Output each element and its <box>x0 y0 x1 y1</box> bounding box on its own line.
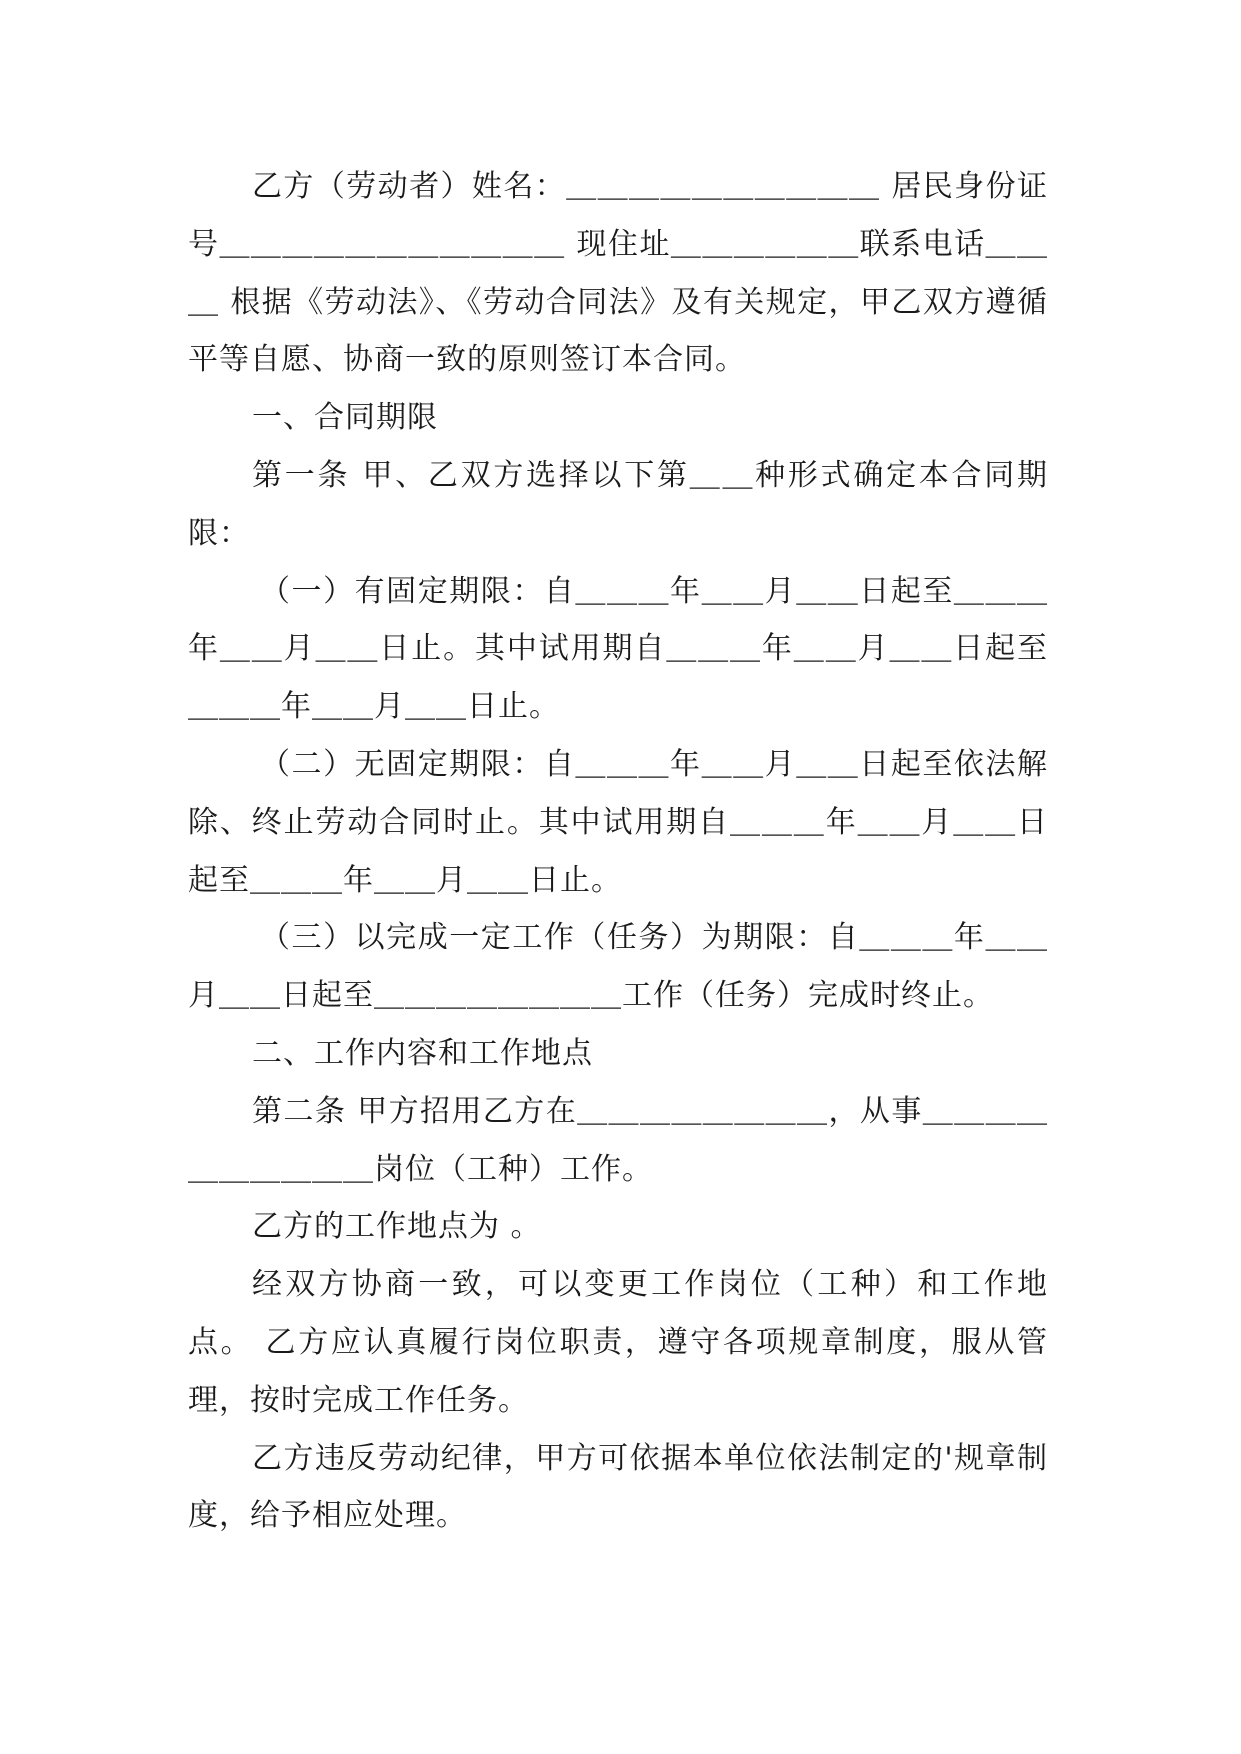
article-2-paragraph: 第二条 甲方招用乙方在＿＿＿＿＿＿＿＿，从事＿＿＿＿＿＿＿＿＿＿岗位（工种）工作。 <box>188 1093 1048 1187</box>
open-ended-term-paragraph: （二）无固定期限：自＿＿＿年＿＿月＿＿日起至依法解除、终止劳动合同时止。其中试用期自＿＿＿年＿＿月＿＿日起至＿＿＿年＿＿月＿＿日止。 <box>188 746 1048 898</box>
position-change-paragraph: 经双方协商一致，可以变更工作岗位（工种）和工作地点。 乙方应认真履行岗位职责，遵守各项规章制度，服从管理，按时完成工作任务。 <box>188 1267 1048 1418</box>
section-heading-work-content: 二、工作内容和工作地点 <box>252 1035 593 1071</box>
section-heading-contract-term: 一、合同期限 <box>252 400 438 436</box>
work-location-paragraph: 乙方的工作地点为 。 <box>252 1209 542 1245</box>
labor-discipline-paragraph: 乙方违反劳动纪律，甲方可依据本单位依法制定的'规章制度，给予相应处理。 <box>188 1440 1048 1534</box>
article-1-paragraph: 第一条 甲、乙双方选择以下第＿＿种形式确定本合同期限： <box>188 457 1048 551</box>
party-b-info-paragraph: 乙方（劳动者）姓名：＿＿＿＿＿＿＿＿＿＿ 居民身份证号＿＿＿＿＿＿＿＿＿＿＿ 现住址＿＿＿＿＿＿联系电话＿＿＿ 根据《劳动法》、《劳动合同法》及有关规定，甲乙双方遵循平等自愿、协商一致的原则签订本合同。 <box>188 169 1048 378</box>
fixed-term-paragraph: （一）有固定期限：自＿＿＿年＿＿月＿＿日起至＿＿＿年＿＿月＿＿日止。其中试用期自＿＿＿年＿＿月＿＿日起至＿＿＿年＿＿月＿＿日止。 <box>188 573 1048 725</box>
task-based-term-paragraph: （三）以完成一定工作（任务）为期限：自＿＿＿年＿＿月＿＿日起至＿＿＿＿＿＿＿＿工作（任务）完成时终止。 <box>188 920 1048 1014</box>
contract-body <box>188 158 1048 1545</box>
